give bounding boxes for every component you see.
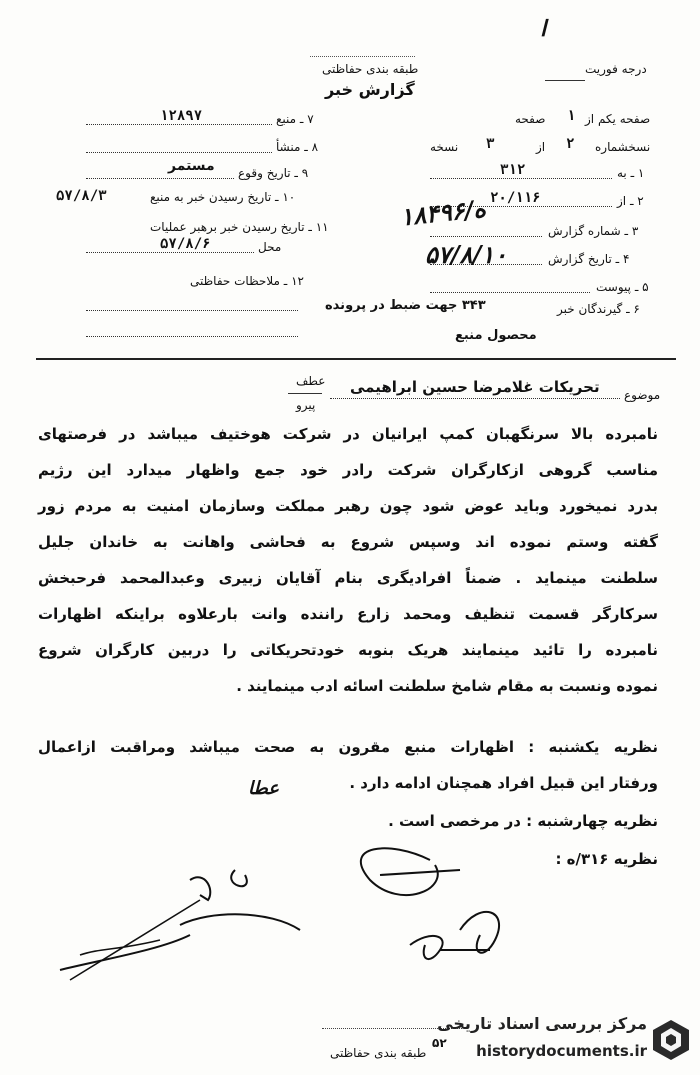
classification-header: طبقه بندی حفاظتی	[322, 62, 419, 76]
recipients-value: ۳۴۳ جهت ضبط در پرونده	[325, 298, 486, 313]
watermark-url: historydocuments.ir	[476, 1042, 647, 1060]
origin-dots	[86, 152, 272, 153]
received-ops-dots	[86, 252, 254, 253]
page-count: ۱	[567, 108, 576, 124]
opinion-sunday-initial: عطا	[248, 778, 279, 799]
watermark	[405, 1012, 695, 1070]
subject-value: تحریکات غلامرضا حسین ابراهیمی	[350, 378, 600, 396]
remarks-dots-2	[86, 336, 298, 337]
classification-dots	[310, 56, 415, 57]
source-no-dots	[86, 124, 272, 125]
report-date-label: ۴ ـ تاریخ گزارش	[548, 252, 630, 266]
recipients-extra: محصول منبع	[455, 328, 537, 343]
received-ops-value: ۵۷/۸/۶	[160, 236, 211, 252]
opinion-316: نظریه ۳۱۶/ه :	[555, 850, 658, 868]
date-label: ۹ ـ تاریخ وقوع	[238, 166, 309, 180]
atf-label: عطف	[296, 374, 326, 388]
atf-peyro-divider	[288, 393, 322, 394]
report-title: گزارش خبر	[325, 80, 415, 99]
source-no-value: ۱۲۸۹۷	[160, 108, 203, 124]
to-value: ۳۱۲	[500, 162, 526, 178]
watermark-name: مرکز بررسی اسناد تاریخی	[437, 1014, 647, 1033]
urgency-label: درجه فوریت	[585, 62, 647, 76]
urgency-line	[545, 80, 585, 81]
copy-no: ۲	[566, 136, 575, 152]
handwritten-report-no: ۱۸۴۹۶/ه	[398, 193, 488, 232]
copy-label: نسخشماره	[595, 140, 651, 154]
header-separator	[36, 358, 676, 360]
date-dots	[86, 178, 234, 179]
received-source-label: ۱۰ ـ تاریخ رسیدن خبر به منبع	[150, 190, 296, 204]
footer-form-no: ۵۲	[432, 1036, 447, 1050]
remarks-dots-1	[86, 310, 298, 311]
page-of-label: صفحه	[515, 112, 546, 126]
report-no-label: ۳ ـ شماره گزارش	[548, 224, 639, 238]
subject-dots	[330, 398, 620, 399]
archive-logo-icon	[651, 1018, 691, 1062]
to-label: ۱ ـ به	[617, 166, 645, 180]
body-line: نامبرده بالا سرنگهبان کمپ ایرانیان در شرکت هوختیف میباشد در فرصتهای	[38, 425, 658, 443]
body-line: بدرد نمیخورد وباید عوض شود چون رهبر مملکت وسازمان امنیت به مردم زور	[38, 497, 658, 515]
body-line: گفته وستم نموده اند وسپس شروع به فحاشی واهانت به خاندان جلیل	[38, 533, 658, 551]
peyro-label: پیرو	[296, 398, 316, 412]
copy-word: نسخه	[430, 140, 459, 154]
from-value: ۲۰/۱۱۶	[490, 190, 541, 206]
top-mark: ا	[540, 16, 547, 42]
received-ops-place: محل	[258, 240, 282, 254]
handwritten-report-date: ۵۷/۸/۱۰	[425, 240, 507, 269]
body-line: سلطنت مینماید . ضمناً افرادیگری بنام آقایان زبیری وعبدالمحمد فرحبخش	[38, 569, 658, 587]
attach-label: ۵ ـ پیوست	[596, 280, 649, 294]
remarks-label: ۱۲ ـ ملاحظات حفاظتی	[190, 274, 304, 288]
signatures-icon	[40, 840, 520, 990]
attach-dots	[430, 292, 590, 293]
copy-of-label: از	[536, 140, 546, 154]
opinion-sunday-line-2: ورفتار این قبیل افراد همچنان ادامه دارد .	[349, 774, 658, 792]
received-ops-label: ۱۱ ـ تاریخ رسیدن خبر برهبر عملیات	[150, 220, 329, 234]
body-line: مناسب گروهی ازکارگران شرکت رادر خود جمع واظهار میدارد این رژیم	[38, 461, 658, 479]
page-label: صفحه یکم از	[585, 112, 651, 126]
body-line: نامبرده را تائید مینمایند هریک بنوبه خودتحریکاتی را دربین کارگران شروع	[38, 641, 658, 659]
body-line: نموده ونسبت به مقام شامخ سلطنت اسائه ادب مینمایند .	[236, 677, 658, 695]
received-source-value: ۵۷/۸/۳	[56, 188, 107, 204]
opinion-sunday-line-1: نظریه یکشنبه : اظهارات منبع مقرون به صحت میباشد ومراقبت ازاعمال	[38, 738, 658, 756]
subject-label: موضوع	[624, 388, 661, 402]
from-label: ۲ ـ از	[617, 194, 644, 208]
source-no-label: ۷ ـ منبع	[276, 112, 314, 126]
origin-label: ۸ ـ منشأ	[276, 140, 319, 154]
copy-total: ۳	[486, 136, 495, 152]
date-value: مستمر	[168, 158, 215, 174]
to-dots	[430, 178, 612, 179]
opinion-wednesday: نظریه چهارشنبه : در مرخصی است .	[388, 812, 658, 830]
body-line: سرکارگر قسمت تنظیف ومحمد زارع راننده وانت بارعلاوه براینکه اظهارات	[38, 605, 658, 623]
footer-classification: طبقه بندی حفاظتی	[330, 1046, 427, 1060]
report-no-dots	[430, 236, 542, 237]
recipients-label: ۶ ـ گیرندگان خبر	[557, 302, 640, 316]
